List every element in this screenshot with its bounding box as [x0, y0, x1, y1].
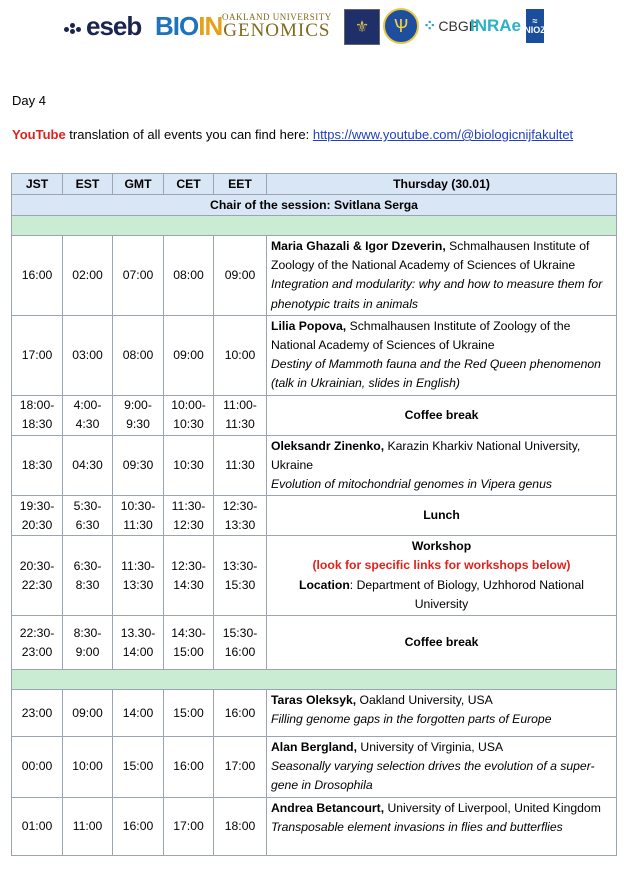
- eseb-logo: eseb: [64, 6, 141, 46]
- inrae-logo: INRAe: [470, 16, 522, 35]
- time-cet: 15:00: [164, 690, 214, 737]
- time-gmt: 08:00: [113, 315, 164, 395]
- university-seal-icon: ⚜: [344, 9, 380, 45]
- talk-cell: [267, 737, 617, 798]
- lunch-break: Lunch: [267, 496, 617, 536]
- time-eet: 11:30: [214, 435, 267, 496]
- cbgp-logo: ⁘ CBGP: [423, 18, 479, 35]
- trident-seal-icon: Ѱ: [383, 8, 419, 44]
- day-label: Day 4: [12, 93, 46, 108]
- table-row: [12, 496, 617, 536]
- header-row: [12, 174, 617, 195]
- talk-cell: [267, 315, 617, 395]
- time-cet: 08:00: [164, 236, 214, 316]
- time-cet: 10:30: [164, 435, 214, 496]
- time-est: 02:00: [63, 236, 113, 316]
- talk-title: Evolution of mitochondrial genomes in Vipera genus: [271, 477, 552, 492]
- time-gmt: 13.30-14:00: [113, 616, 164, 670]
- time-eet: 09:00: [214, 236, 267, 316]
- separator-row: [12, 670, 617, 690]
- time-cet: 10:00-10:30: [164, 395, 214, 435]
- workshop-cell: [267, 536, 617, 616]
- time-jst: 22:30-23:00: [12, 616, 63, 670]
- time-jst: 23:00: [12, 690, 63, 737]
- location-label: Location: [299, 577, 350, 592]
- coffee-break: Coffee break: [267, 395, 617, 435]
- time-cet: 12:30-14:30: [164, 536, 214, 616]
- youtube-brand: YouTube: [12, 127, 66, 142]
- talk-cell: [267, 236, 617, 316]
- time-eet: 11:00-11:30: [214, 395, 267, 435]
- table-row: [12, 315, 617, 395]
- speaker: Andrea Betancourt,: [271, 800, 385, 815]
- location-value: : Department of Biology, Uzhhorod National University: [349, 577, 584, 611]
- nioz-logo: ≈ NIOZ: [526, 9, 544, 43]
- col-eet: EET: [214, 174, 267, 195]
- time-est: 6:30-8:30: [63, 536, 113, 616]
- time-jst: 18:30: [12, 435, 63, 496]
- time-cet: 11:30-12:30: [164, 496, 214, 536]
- oakland-genomics-logo: OAKLAND UNIVERSITY GENOMICS: [222, 12, 332, 41]
- time-est: 09:00: [63, 690, 113, 737]
- speaker: Maria Ghazali & Igor Dzeverin,: [271, 239, 446, 253]
- table-row: [12, 797, 617, 855]
- affiliation: Schmalhausen Institute of Zoology of the National Academy of Sciences of Ukraine: [271, 318, 571, 353]
- time-cet: 09:00: [164, 315, 214, 395]
- time-gmt: 09:30: [113, 435, 164, 496]
- time-est: 8:30-9:00: [63, 616, 113, 670]
- talk-cell: [267, 435, 617, 496]
- time-est: 03:00: [63, 315, 113, 395]
- partner-logos: [60, 6, 560, 46]
- talk-title: Destiny of Mammoth fauna and the Red Queen phenomenon (talk in Ukrainian, slides in English): [271, 357, 601, 391]
- affiliation: Schmalhausen Institute of Zoology of the National Academy of Sciences of Ukraine: [271, 239, 590, 273]
- time-gmt: 15:00: [113, 737, 164, 798]
- time-jst: 19:30-20:30: [12, 496, 63, 536]
- time-jst: 16:00: [12, 236, 63, 316]
- affiliation: University of Liverpool, United Kingdom: [384, 800, 601, 815]
- table-row: [12, 395, 617, 435]
- time-est: 10:00: [63, 737, 113, 798]
- session-chair: Chair of the session: Svitlana Serga: [12, 195, 617, 216]
- time-gmt: 07:00: [113, 236, 164, 316]
- col-jst: JST: [12, 174, 63, 195]
- table-row: [12, 737, 617, 798]
- bioin-logo: BIO IN: [155, 10, 223, 41]
- schedule-table: [11, 173, 617, 856]
- time-eet: 12:30-13:30: [214, 496, 267, 536]
- talk-title: Filling genome gaps in the forgotten parts of Europe: [271, 712, 552, 727]
- time-gmt: 11:30-13:30: [113, 536, 164, 616]
- talk-cell: [267, 690, 617, 737]
- speaker: Oleksandr Zinenko,: [271, 438, 385, 453]
- time-cet: 17:00: [164, 797, 214, 855]
- time-jst: 00:00: [12, 737, 63, 798]
- table-row: [12, 435, 617, 496]
- time-jst: 18:00-18:30: [12, 395, 63, 435]
- time-gmt: 9:00-9:30: [113, 395, 164, 435]
- affiliation: Karazin Kharkiv National University, Ukraine: [271, 438, 581, 472]
- youtube-line: [12, 127, 573, 142]
- col-day: Thursday (30.01): [267, 174, 617, 195]
- col-cet: CET: [164, 174, 214, 195]
- table-row: [12, 690, 617, 737]
- time-jst: 17:00: [12, 315, 63, 395]
- time-jst: 20:30-22:30: [12, 536, 63, 616]
- affiliation: University of Virginia, USA: [357, 740, 504, 755]
- workshop-note: (look for specific links for workshops below): [312, 558, 571, 573]
- time-eet: 13:30-15:30: [214, 536, 267, 616]
- time-est: 4:00-4:30: [63, 395, 113, 435]
- table-row: [12, 616, 617, 670]
- coffee-break: Coffee break: [267, 616, 617, 670]
- time-eet: 17:00: [214, 737, 267, 798]
- affiliation: Oakland University, USA: [356, 693, 493, 708]
- col-gmt: GMT: [113, 174, 164, 195]
- youtube-link[interactable]: https://www.youtube.com/@biologicnijfakultet: [312, 127, 574, 142]
- speaker: Taras Oleksyk,: [271, 693, 357, 708]
- col-est: EST: [63, 174, 113, 195]
- talk-title: Transposable element invasions in flies and butterflies: [271, 819, 563, 834]
- time-eet: 10:00: [214, 315, 267, 395]
- time-eet: 18:00: [214, 797, 267, 855]
- talk-title: Integration and modularity: why and how to measure them for phenotypic traits in animals: [271, 277, 603, 311]
- speaker: Alan Bergland,: [271, 740, 358, 755]
- separator-row: [12, 216, 617, 236]
- table-row: [12, 536, 617, 616]
- time-gmt: 16:00: [113, 797, 164, 855]
- youtube-text: translation of all events you can find here:: [65, 127, 313, 142]
- time-cet: 14:30-15:00: [164, 616, 214, 670]
- workshop-label: Workshop: [411, 539, 472, 554]
- table-row: [12, 236, 617, 316]
- time-jst: 01:00: [12, 797, 63, 855]
- time-est: 04:30: [63, 435, 113, 496]
- time-eet: 15:30-16:00: [214, 616, 267, 670]
- time-gmt: 14:00: [113, 690, 164, 737]
- time-cet: 16:00: [164, 737, 214, 798]
- time-gmt: 10:30-11:30: [113, 496, 164, 536]
- time-est: 5:30-6:30: [63, 496, 113, 536]
- speaker: Lilia Popova,: [271, 318, 347, 333]
- time-eet: 16:00: [214, 690, 267, 737]
- time-est: 11:00: [63, 797, 113, 855]
- talk-cell: [267, 797, 617, 855]
- talk-title: Seasonally varying selection drives the evolution of a super-gene in Drosophila: [271, 759, 595, 793]
